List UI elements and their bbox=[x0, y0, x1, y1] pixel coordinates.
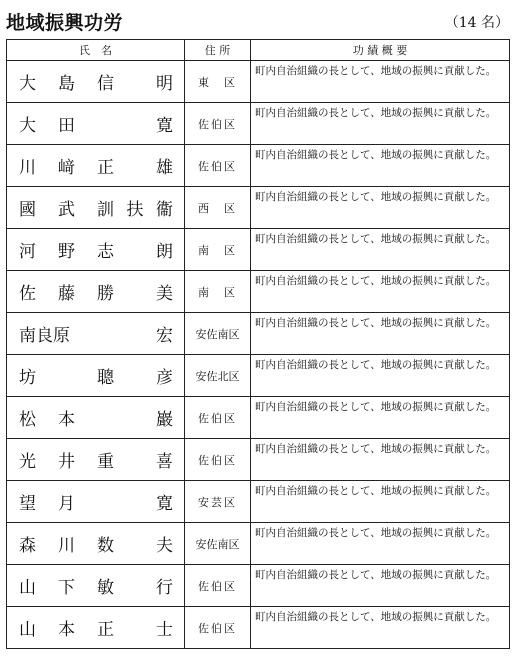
family-name: 川﨑 bbox=[19, 158, 97, 178]
address-cell: 佐伯区 bbox=[185, 103, 251, 145]
family-name: 大島 bbox=[19, 74, 97, 94]
honoree-name-cell bbox=[7, 481, 185, 523]
table-row bbox=[7, 397, 510, 439]
summary-cell: 町内自治組織の長として、地域の振興に貢献した。 bbox=[251, 607, 510, 649]
address-cell: 佐伯区 bbox=[185, 439, 251, 481]
honoree-name-cell bbox=[7, 355, 185, 397]
honoree-table bbox=[6, 39, 510, 649]
table-row bbox=[7, 565, 510, 607]
table-body bbox=[7, 61, 510, 649]
table-row bbox=[7, 607, 510, 649]
address-cell: 佐伯区 bbox=[185, 607, 251, 649]
page-header bbox=[6, 8, 509, 36]
summary-cell: 町内自治組織の長として、地域の振興に貢献した。 bbox=[251, 397, 510, 439]
summary-cell: 町内自治組織の長として、地域の振興に貢献した。 bbox=[251, 523, 510, 565]
address-cell: 佐伯区 bbox=[185, 145, 251, 187]
table-row bbox=[7, 187, 510, 229]
given-name: 訓扶衞 bbox=[97, 200, 173, 220]
given-name: 勝美 bbox=[97, 284, 173, 304]
given-name: 正士 bbox=[97, 620, 173, 640]
summary-cell: 町内自治組織の長として、地域の振興に貢献した。 bbox=[251, 355, 510, 397]
address-cell: 安佐南区 bbox=[185, 313, 251, 355]
given-name: 志朗 bbox=[97, 242, 173, 262]
summary-cell: 町内自治組織の長として、地域の振興に貢献した。 bbox=[251, 565, 510, 607]
family-name: 森川 bbox=[19, 536, 97, 556]
family-name: 坊 bbox=[19, 368, 36, 388]
table-row bbox=[7, 439, 510, 481]
summary-cell: 町内自治組織の長として、地域の振興に貢献した。 bbox=[251, 229, 510, 271]
family-name: 國武 bbox=[19, 200, 97, 220]
column-header-summary: 功 績 概 要 bbox=[251, 40, 510, 61]
family-name: 大田 bbox=[19, 116, 97, 136]
honoree-name-cell bbox=[7, 397, 185, 439]
table-row bbox=[7, 355, 510, 397]
summary-cell: 町内自治組織の長として、地域の振興に貢献した。 bbox=[251, 313, 510, 355]
address-cell: 佐伯区 bbox=[185, 565, 251, 607]
family-name: 河野 bbox=[19, 242, 97, 262]
honoree-count: （14 名） bbox=[444, 15, 509, 31]
address-cell: 南 区 bbox=[185, 229, 251, 271]
family-name: 南良原 bbox=[19, 326, 70, 346]
summary-cell: 町内自治組織の長として、地域の振興に貢献した。 bbox=[251, 145, 510, 187]
honoree-name-cell bbox=[7, 523, 185, 565]
table-row bbox=[7, 313, 510, 355]
given-name: 敏行 bbox=[97, 578, 173, 598]
table-row bbox=[7, 61, 510, 103]
honoree-name-cell bbox=[7, 271, 185, 313]
family-name: 佐藤 bbox=[19, 284, 97, 304]
summary-cell: 町内自治組織の長として、地域の振興に貢献した。 bbox=[251, 61, 510, 103]
honoree-name-cell bbox=[7, 145, 185, 187]
given-name: 巖 bbox=[156, 410, 173, 430]
summary-cell: 町内自治組織の長として、地域の振興に貢献した。 bbox=[251, 439, 510, 481]
honoree-name-cell bbox=[7, 565, 185, 607]
given-name: 信明 bbox=[97, 74, 173, 94]
summary-cell: 町内自治組織の長として、地域の振興に貢献した。 bbox=[251, 481, 510, 523]
summary-cell: 町内自治組織の長として、地域の振興に貢献した。 bbox=[251, 103, 510, 145]
honoree-name-cell bbox=[7, 439, 185, 481]
honoree-name-cell bbox=[7, 61, 185, 103]
table-row bbox=[7, 103, 510, 145]
family-name: 山下 bbox=[19, 578, 97, 598]
table-row bbox=[7, 271, 510, 313]
given-name: 数夫 bbox=[97, 536, 173, 556]
address-cell: 西 区 bbox=[185, 187, 251, 229]
address-cell: 佐伯区 bbox=[185, 397, 251, 439]
given-name: 宏 bbox=[156, 326, 173, 346]
family-name: 光井 bbox=[19, 452, 97, 472]
given-name: 寛 bbox=[156, 116, 173, 136]
table-row bbox=[7, 145, 510, 187]
page-title: 地域振興功労 bbox=[6, 12, 124, 34]
table-header-row bbox=[7, 40, 510, 61]
given-name: 重喜 bbox=[97, 452, 173, 472]
given-name: 寛 bbox=[156, 494, 173, 514]
honoree-name-cell bbox=[7, 103, 185, 145]
family-name: 松本 bbox=[19, 410, 97, 430]
honoree-name-cell bbox=[7, 229, 185, 271]
table-row bbox=[7, 523, 510, 565]
address-cell: 南 区 bbox=[185, 271, 251, 313]
address-cell: 安佐南区 bbox=[185, 523, 251, 565]
given-name: 聰彦 bbox=[97, 368, 173, 388]
address-cell: 安佐北区 bbox=[185, 355, 251, 397]
honoree-name-cell bbox=[7, 607, 185, 649]
summary-cell: 町内自治組織の長として、地域の振興に貢献した。 bbox=[251, 187, 510, 229]
column-header-address: 住 所 bbox=[185, 40, 251, 61]
honoree-name-cell bbox=[7, 313, 185, 355]
honoree-name-cell bbox=[7, 187, 185, 229]
table-row bbox=[7, 229, 510, 271]
family-name: 山本 bbox=[19, 620, 97, 640]
given-name: 正雄 bbox=[97, 158, 173, 178]
summary-cell: 町内自治組織の長として、地域の振興に貢献した。 bbox=[251, 271, 510, 313]
column-header-name: 氏 名 bbox=[7, 40, 185, 61]
address-cell: 東 区 bbox=[185, 61, 251, 103]
family-name: 望月 bbox=[19, 494, 97, 514]
address-cell: 安芸区 bbox=[185, 481, 251, 523]
table-row bbox=[7, 481, 510, 523]
